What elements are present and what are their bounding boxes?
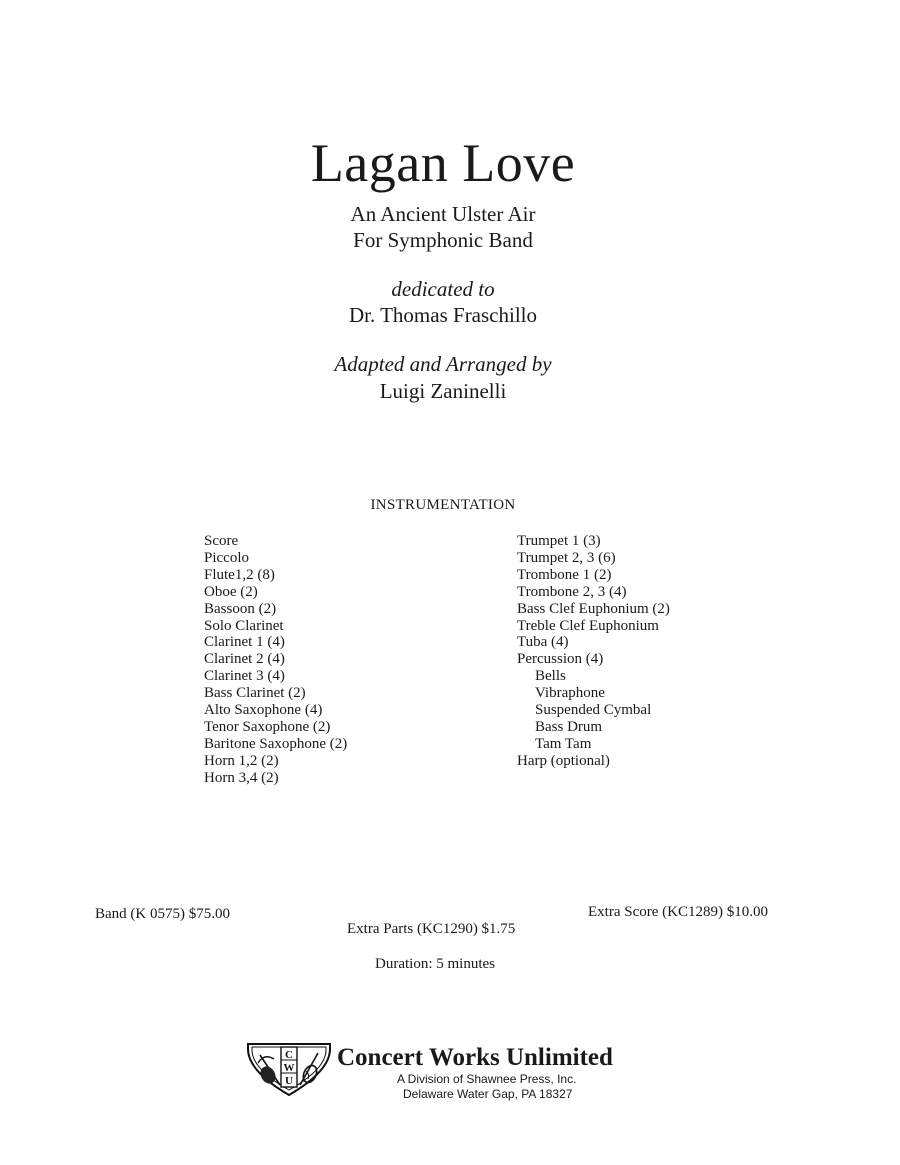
instrument-item: Percussion (4) xyxy=(517,651,604,668)
instrument-item: Harp (optional) xyxy=(517,752,610,769)
instrument-item: Trumpet 2, 3 (6) xyxy=(517,549,616,566)
percussion-subitem: Tam Tam xyxy=(535,735,592,752)
instrument-item: Alto Saxophone (4) xyxy=(204,702,323,719)
instrument-item: Bassoon (2) xyxy=(204,600,277,617)
instrument-item: Trombone 2, 3 (4) xyxy=(517,583,627,600)
percussion-subitem: Bells xyxy=(535,668,566,685)
instrument-item: Trumpet 1 (3) xyxy=(517,533,601,549)
publisher-division: A Division of Shawnee Press, Inc. xyxy=(397,1072,577,1086)
instrument-item: Clarinet 2 (4) xyxy=(204,651,285,668)
logo-letter-c: C xyxy=(285,1049,293,1061)
instrument-item: Trombone 1 (2) xyxy=(517,566,612,583)
instrument-item: Tuba (4) xyxy=(517,634,569,651)
dedicatee-name: Dr. Thomas Fraschillo xyxy=(348,303,537,327)
extra-parts-price: Extra Parts (KC1290) $1.75 xyxy=(347,921,516,937)
page-title: Lagan Love xyxy=(310,133,576,193)
instrument-item: Solo Clarinet xyxy=(204,617,284,634)
percussion-subitem: Vibraphone xyxy=(535,685,605,702)
instrument-item: Oboe (2) xyxy=(204,583,258,600)
dedication-label: dedicated to xyxy=(391,277,495,301)
instrument-item: Horn 1,2 (2) xyxy=(204,752,279,769)
instrument-item: Bass Clef Euphonium (2) xyxy=(517,600,670,617)
instrument-item: Baritone Saxophone (2) xyxy=(204,735,348,752)
publisher-address: Delaware Water Gap, PA 18327 xyxy=(403,1087,573,1101)
subtitle-line-2: For Symphonic Band xyxy=(353,228,533,252)
extra-score-price: Extra Score (KC1289) $10.00 xyxy=(588,904,768,920)
publisher-name: Concert Works Unlimited xyxy=(337,1044,613,1071)
arrangement-label: Adapted and Arranged by xyxy=(334,352,552,376)
instrumentation-right-column xyxy=(517,533,670,770)
publisher-logo-icon xyxy=(246,1041,332,1097)
instrument-item: Clarinet 3 (4) xyxy=(204,668,285,685)
logo-letter-w: W xyxy=(283,1062,295,1074)
percussion-subitem: Suspended Cymbal xyxy=(535,702,652,719)
instrument-item: Treble Clef Euphonium xyxy=(517,617,659,634)
arranger-name: Luigi Zaninelli xyxy=(379,379,507,403)
instrument-item: Flute1,2 (8) xyxy=(204,566,275,583)
percussion-subitem: Bass Drum xyxy=(535,718,603,735)
band-price: Band (K 0575) $75.00 xyxy=(95,906,230,922)
instrument-item: Tenor Saxophone (2) xyxy=(204,718,331,735)
duration: Duration: 5 minutes xyxy=(375,956,495,972)
instrument-item: Bass Clarinet (2) xyxy=(204,685,306,702)
instrumentation-left-column xyxy=(204,533,347,787)
instrument-item: Clarinet 1 (4) xyxy=(204,634,285,651)
subtitle-line-1: An Ancient Ulster Air xyxy=(350,202,536,226)
instrument-item: Horn 3,4 (2) xyxy=(204,769,279,786)
instrument-item: Score xyxy=(204,533,239,549)
instrument-item: Piccolo xyxy=(204,549,249,566)
logo-letter-u: U xyxy=(285,1075,293,1087)
instrumentation-heading: INSTRUMENTATION xyxy=(370,497,516,513)
